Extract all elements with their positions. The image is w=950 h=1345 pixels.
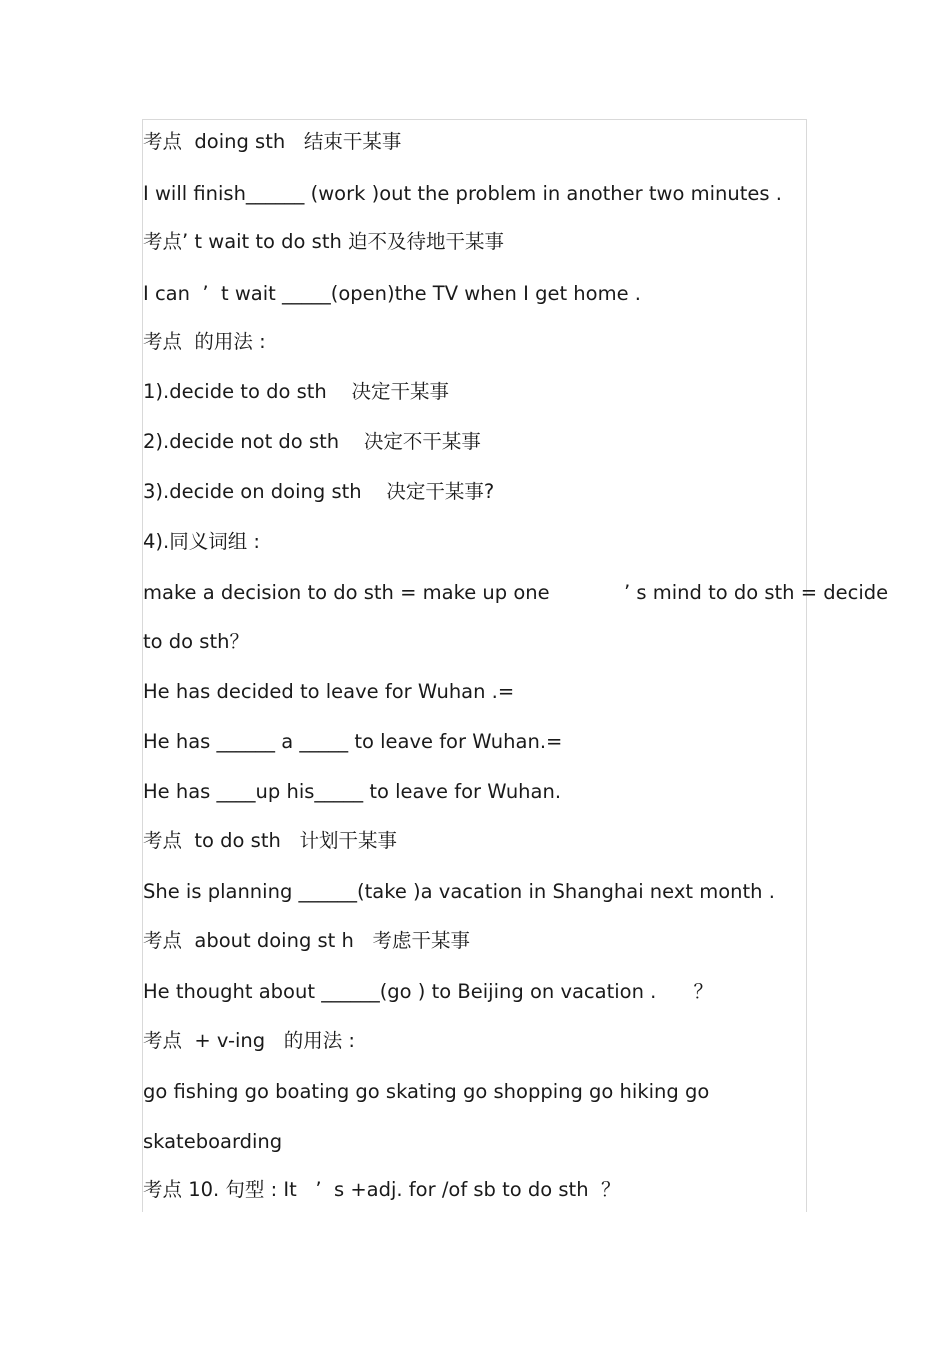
rule-synonyms-line2: to do sth？ (143, 630, 249, 653)
rule-decide-not: 2).decide not do sth 决定不干某事 (143, 430, 481, 453)
heading-decide-usage: 考点 的用法 : (143, 330, 266, 353)
example-go-ving-line1: go fishing go boating go skating go shopping go hiking go (143, 1080, 710, 1103)
exercise-planning: She is planning ______(take )a vacation in Shanghai next month . (143, 880, 775, 903)
heading-plan-to: 考点 to do sth 计划干某事 (143, 829, 397, 852)
example-decided: He has decided to leave for Wuhan .= (143, 680, 515, 703)
heading-go-ving: 考点 + v-ing 的用法 : (143, 1029, 356, 1052)
example-go-ving-line2: skateboarding (143, 1130, 283, 1153)
heading-sentence-pattern: 考点 10. 句型 : It ’ s +adj. for /of sb to do sth ？ (143, 1178, 621, 1201)
rule-decide-to: 1).decide to do sth 决定干某事 (143, 380, 450, 403)
page-frame-right (806, 119, 807, 1212)
heading-think-about: 考点 about doing st h 考虑干某事 (143, 929, 470, 952)
rule-synonyms-line1: make a decision to do sth = make up one ’ s mind to do sth = decide (143, 581, 889, 604)
exercise-finish: I will finish______ (work )out the problem in another two minutes . (143, 182, 782, 205)
rule-decide-on: 3).decide on doing sth 决定干某事? (143, 480, 495, 503)
heading-finish-doing: 考点 doing sth 结束干某事 (143, 130, 402, 153)
heading-cant-wait: 考点’ t wait to do sth 迫不及待地干某事 (143, 230, 505, 253)
exercise-mind: He has ____up his_____ to leave for Wuhan. (143, 780, 562, 803)
exercise-decision: He has ______ a _____ to leave for Wuhan.= (143, 730, 563, 753)
exercise-cant-wait: I can ’ t wait _____(open)the TV when I get home . (143, 282, 641, 305)
exercise-thought: He thought about ______(go ) to Beijing on vacation . ？ (143, 980, 714, 1003)
rule-synonyms-heading: 4).同义词组 : (143, 530, 260, 553)
page-frame-top (142, 119, 807, 120)
